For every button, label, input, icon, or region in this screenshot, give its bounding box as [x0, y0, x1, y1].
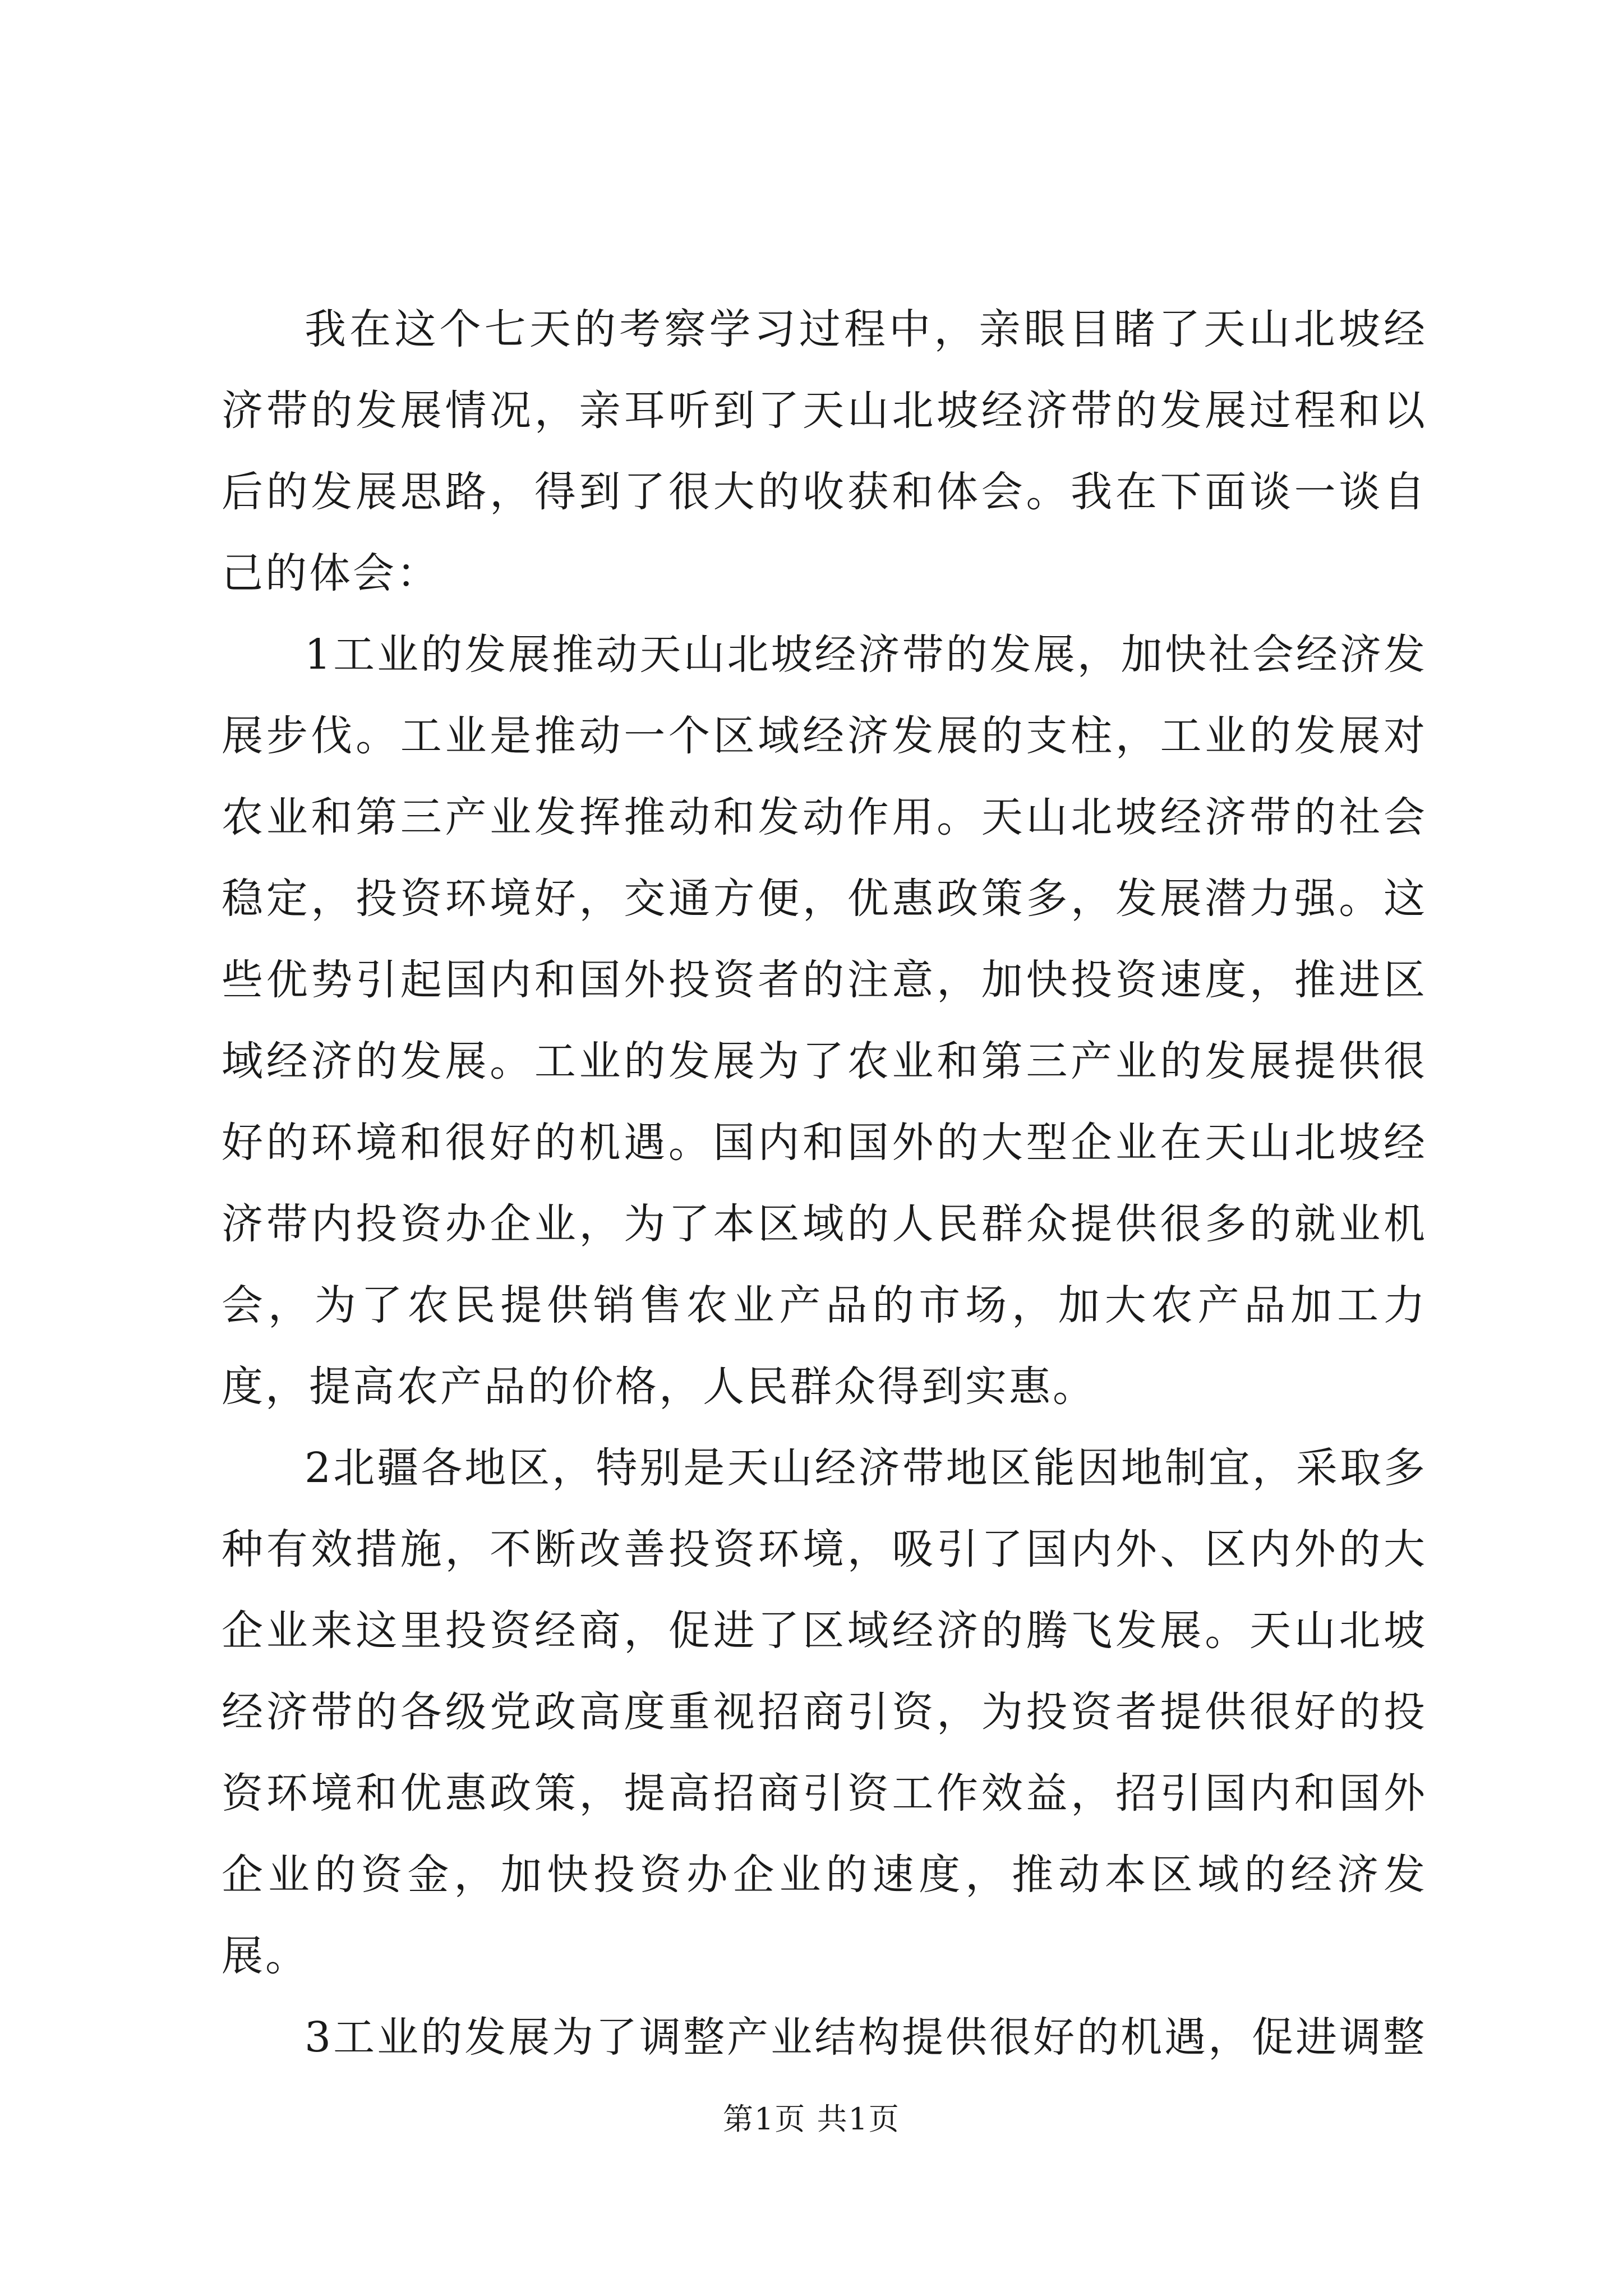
paragraph-point-1: 1工业的发展推动天山北坡经济带的发展，加快社会经济发展步伐。工业是推动一个区域经济发展的支柱，工业的发展对农业和第三产业发挥推动和发动作用。天山北坡经济带的社会稳定，投资环境好，交通方便，优惠政策多，发展潜力强。这些优势引起国内和国外投资者的注意，加快投资速度，推进区域经济的发展。工业的发展为了农业和第三产业的发展提供很好的环境和很好的机遇。国内和国外的大型企业在天山北坡经济带内投资办企业，为了本区域的人民群众提供很多的就业机会，为了农民提供销售农业产品的市场，加大农产品加工力度，提高农产品的价格，人民群众得到实惠。 [222, 631, 1427, 1411]
paragraph-point-3: 3工业的发展为了调整产业结构提供很好的机遇，促进调整 [305, 2013, 1427, 2062]
document-body [222, 289, 1427, 2078]
paragraph-intro: 我在这个七天的考察学习过程中，亲眼目睹了天山北坡经济带的发展情况，亲耳听到了天山北坡经济带的发展过程和以后的发展思路，得到了很大的收获和体会。我在下面谈一谈自己的体会： [222, 305, 1427, 597]
paragraph-point-2: 2北疆各地区，特别是天山经济带地区能因地制宜，采取多种有效措施，不断改善投资环境，吸引了国内外、区内外的大企业来这里投资经商，促进了区域经济的腾飞发展。天山北坡经济带的各级党政高度重视招商引资，为投资者提供很好的投资环境和优惠政策，提高招商引资工作效益，招引国内和国外企业的资金，加快投资办企业的速度，推动本区域的经济发展。 [222, 1444, 1427, 1980]
page-footer: 第1页 共1页 [723, 2101, 900, 2137]
